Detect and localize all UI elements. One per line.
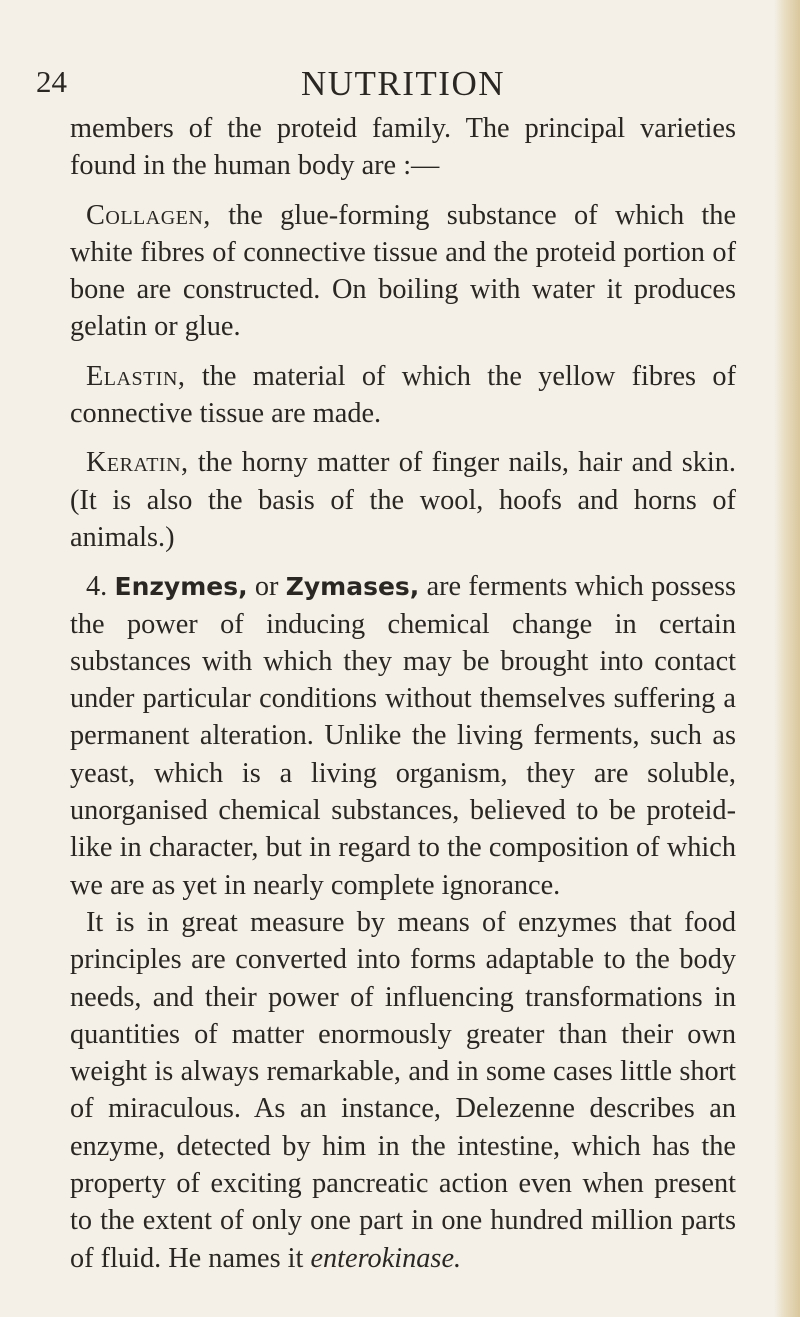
term-keratin: Keratin,	[86, 447, 189, 479]
paragraph-measure	[70, 904, 736, 1277]
page-number: 24	[36, 64, 67, 99]
term-zymases: Zymases,	[285, 572, 420, 602]
paragraph-keratin	[70, 444, 736, 556]
enzymes-text: are ferments which possess the power of inducing chemical change in certain substances with which they may be brought into contact under particular conditions without themselves suffering a permanent alteration. Unlike the living ferments, such as yeast, which is a living organism, they are soluble, unorganised chemical substances, believed to be proteid-like in character, but in regard to the composition of which we are as yet in nearly complete ignorance.	[70, 571, 736, 901]
collagen-text: the glue-forming substance of which the white fibres of connective tissue and the proteid portion of bone are constructed. On boiling with water it produces gelatin or glue.	[70, 199, 736, 343]
paragraph-elastin	[70, 358, 736, 433]
page-header	[36, 64, 736, 110]
running-head: NUTRITION	[300, 64, 506, 103]
term-elastin: Elastin,	[86, 360, 186, 392]
section-number: 4.	[86, 571, 115, 603]
enzymes-joiner: or	[247, 571, 286, 603]
paragraph-enzymes	[70, 568, 736, 904]
term-enterokinase: enterokinase.	[310, 1242, 462, 1274]
measure-text: It is in great measure by means of enzymes that food principles are converted into forms adaptable to the body needs, and their power of influencing transformations in quantities of matter enormously greater than their own weight is always remarkable, and in some cases little short of miraculous. As an instance, Delezenne describes an enzyme, detected by him in the intestine, which has the property of exciting pancreatic action even when present to the extent of only one part in one hundred million parts of fluid. He names it	[70, 906, 736, 1274]
elastin-text: the material of which the yellow fibres of connective tissue are made.	[70, 360, 736, 430]
paragraph-intro	[70, 110, 736, 185]
term-collagen: Collagen,	[86, 199, 211, 231]
term-enzymes: Enzymes,	[114, 572, 248, 602]
paragraph-collagen	[70, 197, 736, 346]
keratin-text: the horny matter of finger nails, hair and skin. (It is also the basis of the wool, hoofs and horns of animals.)	[70, 447, 736, 553]
book-page	[36, 64, 736, 1277]
page-edge-shadow	[774, 0, 800, 1317]
paragraph-intro-text: members of the proteid family. The principal varieties found in the human body are :—	[70, 113, 736, 182]
